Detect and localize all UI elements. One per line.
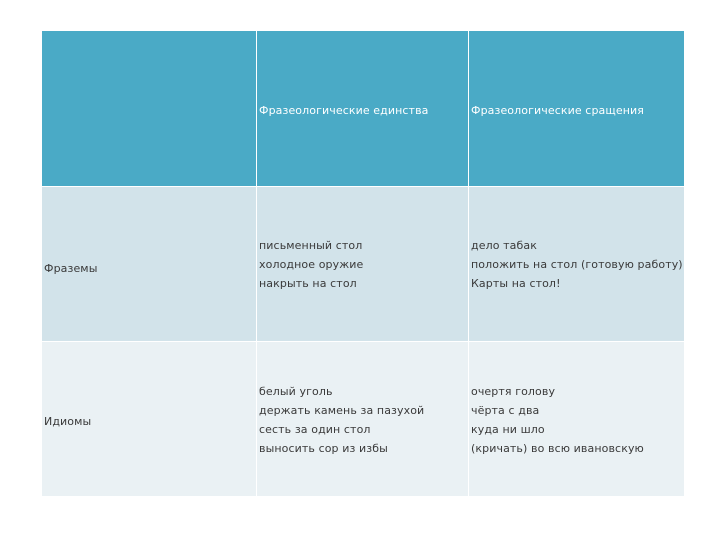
list-item: положить на стол (готовую работу) [471,258,683,271]
row-label-idioms: Идиомы [44,415,92,428]
fusion-list-phrasemes [471,236,683,293]
header-cell-unity [256,31,468,186]
list-item: чёрта с два [471,404,540,417]
list-item: выносить сор из избы [259,442,388,455]
list-item: сесть за один стол [259,423,371,436]
fusion-cell-phrasemes [468,186,684,341]
list-item: холодное оружие [259,258,364,271]
header-cell-empty [42,31,256,186]
list-item: письменный стол [259,239,363,252]
phraseology-table [42,31,684,496]
fusion-list-idioms [471,382,644,458]
list-item: дело табак [471,239,537,252]
unity-cell-idioms [256,341,468,496]
fusion-cell-idioms [468,341,684,496]
list-item: накрыть на стол [259,277,357,290]
list-item: Карты на стол! [471,277,561,290]
list-item: очертя голову [471,385,556,398]
row-label-cell-phrasemes [42,186,256,341]
row-label-phrasemes: Фраземы [44,262,98,275]
list-item: держать камень за пазухой [259,404,425,417]
row-label-cell-idioms [42,341,256,496]
header-label-unity: Фразеологические единства [259,104,429,117]
unity-list-phrasemes [259,236,363,293]
list-item: белый уголь [259,385,333,398]
header-label-fusion: Фразеологические сращения [471,104,644,117]
header-cell-fusion [468,31,684,186]
unity-list-idioms [259,382,424,458]
list-item: (кричать) во всю ивановскую [471,442,644,455]
unity-cell-phrasemes [256,186,468,341]
list-item: куда ни шло [471,423,545,436]
